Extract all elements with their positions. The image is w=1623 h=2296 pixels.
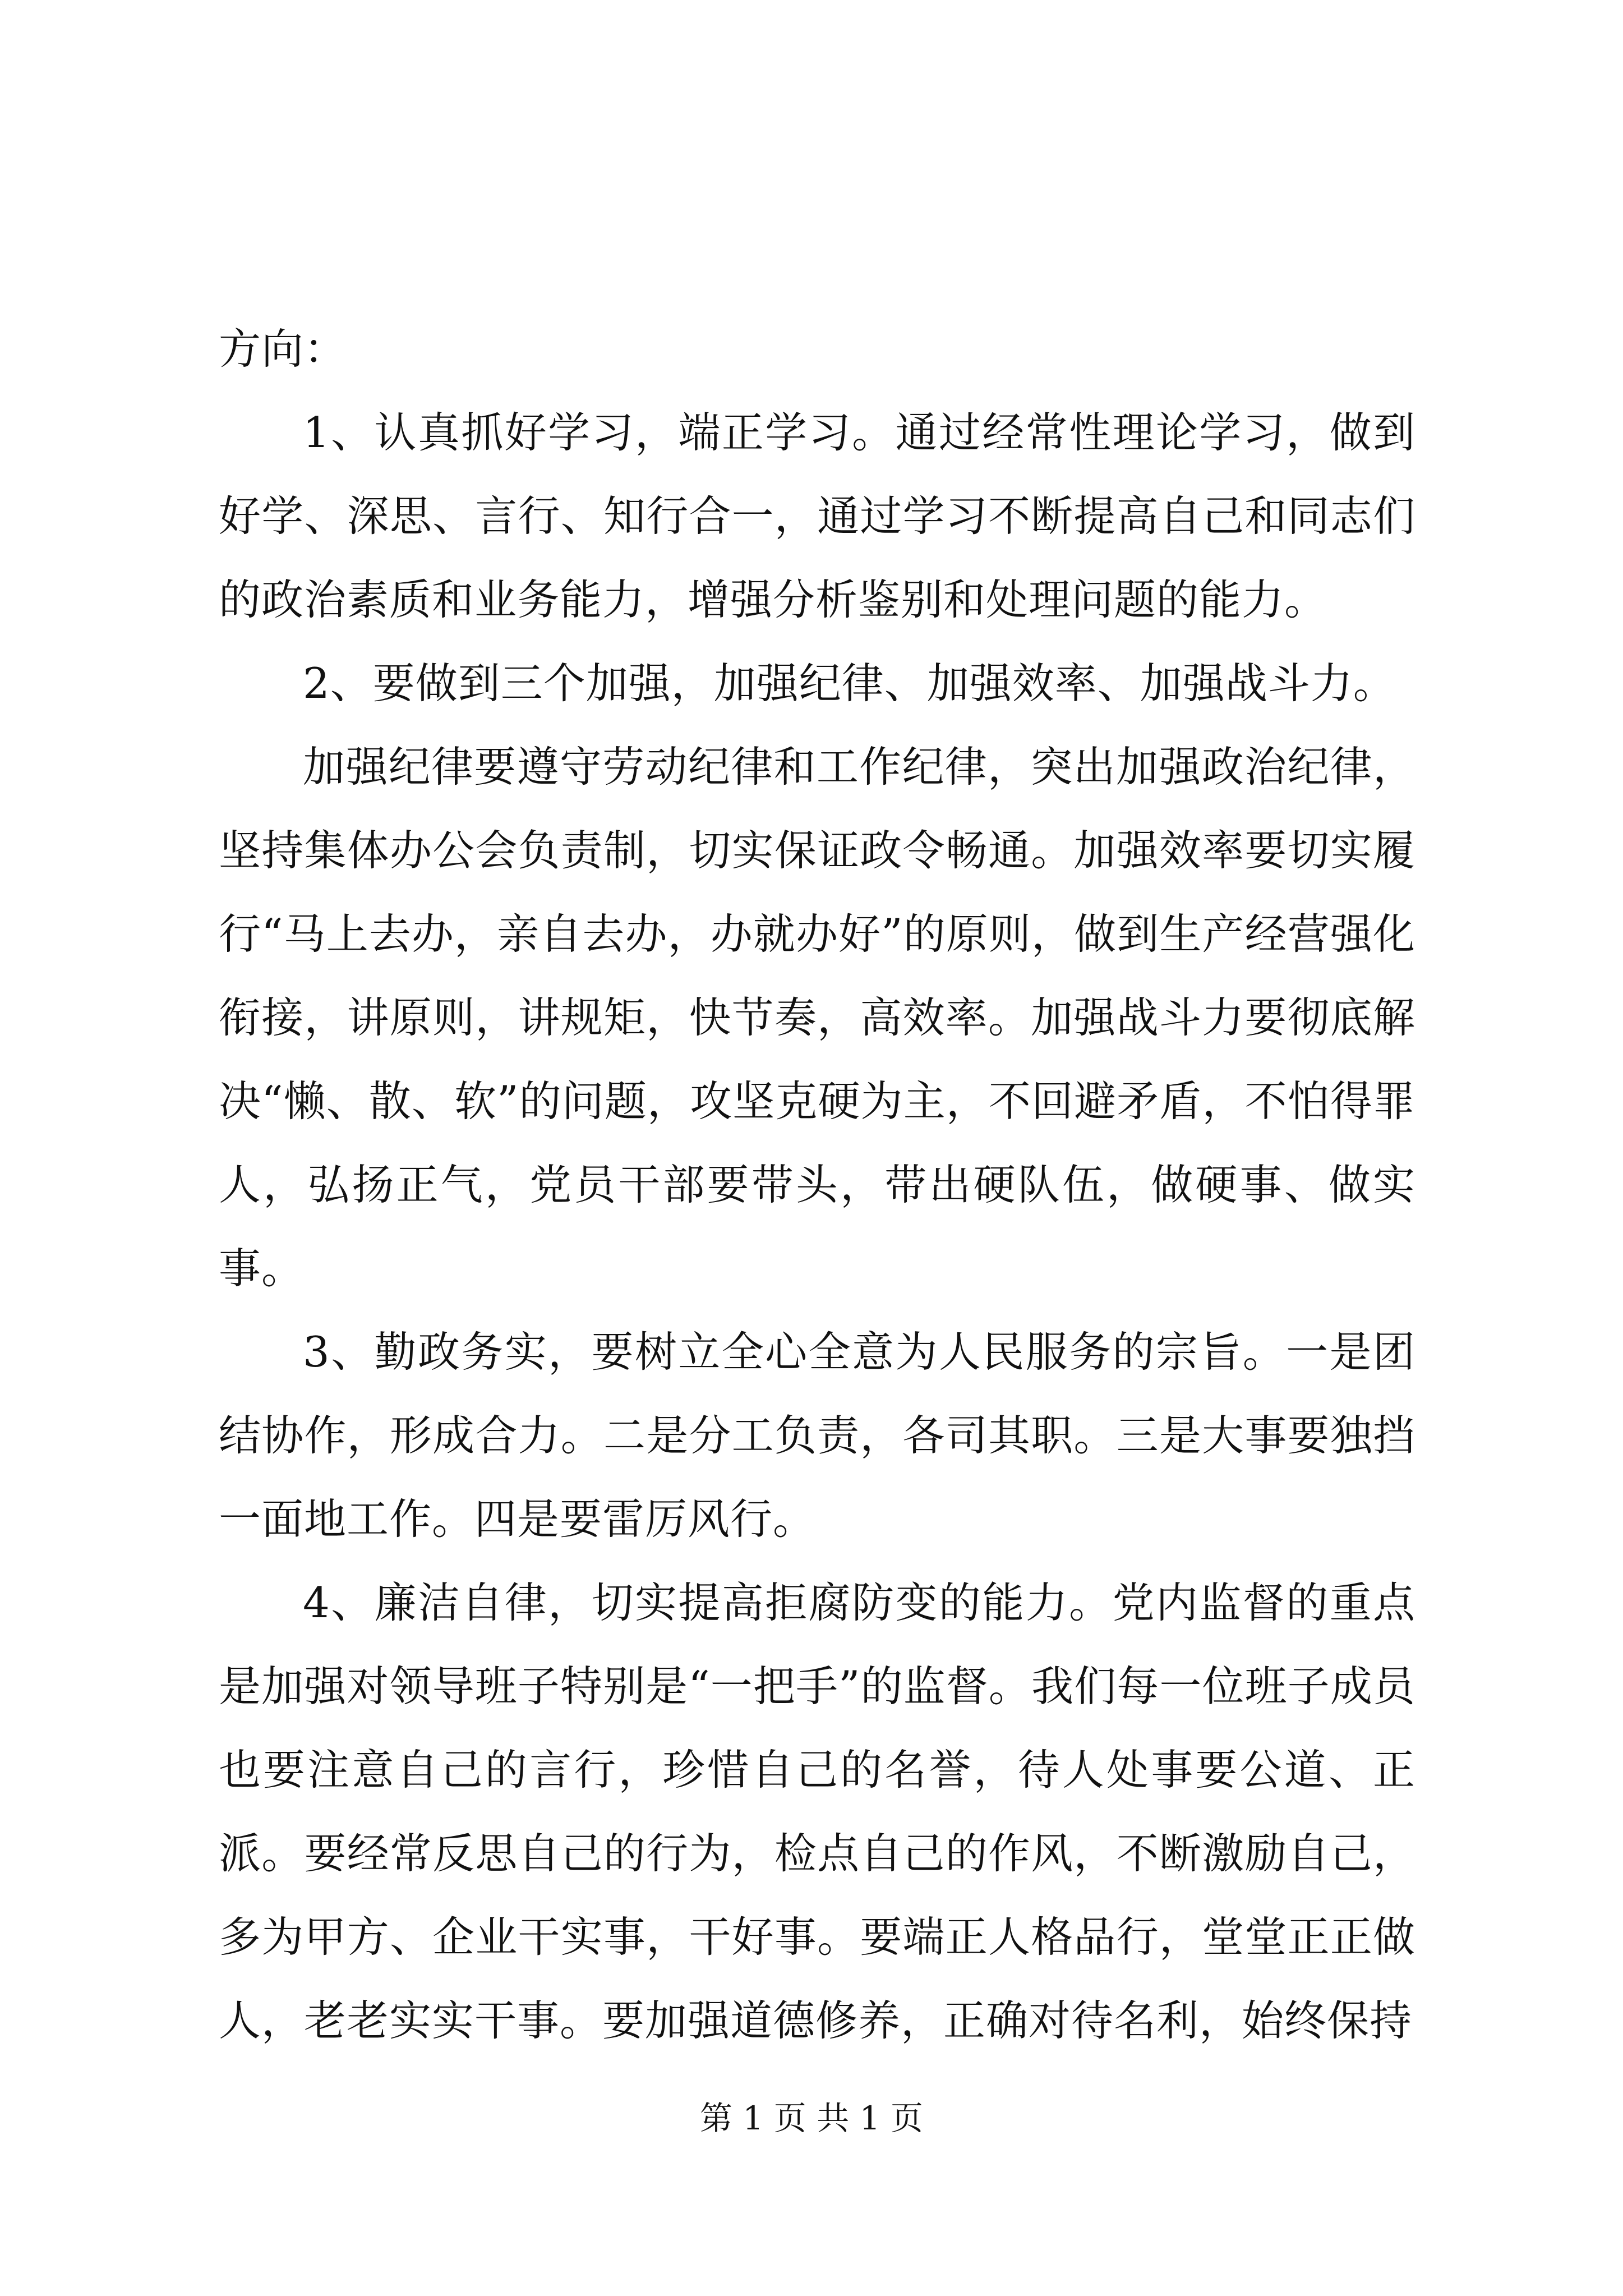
paragraph-item-4: 4、廉洁自律，切实提高拒腐防变的能力。党内监督的重点是加强对领导班子特别是“一把手”的监督。我们每一位班子成员也要注意自己的言行，珍惜自己的名誉，待人处事要公道、正派。要经常反思自己的行为，检点自己的作风，不断激励自己，多为甲方、企业干实事，干好事。要端正人格品行，堂堂正正做人，老老实实干事。要加强道德修养，正确对待名利，始终保持 (219, 1578, 1415, 2045)
document-body (219, 307, 1415, 2063)
paragraph-item-1: 1、认真抓好学习，端正学习。通过经常性理论学习，做到好学、深思、言行、知行合一，通过学习不断提高自己和同志们的政治素质和业务能力，增强分析鉴别和处理问题的能力。 (219, 408, 1415, 624)
paragraph-discipline: 加强纪律要遵守劳动纪律和工作纪律，突出加强政治纪律，坚持集体办公会负责制，切实保证政令畅通。加强效率要切实履行“马上去办，亲自去办，办就办好”的原则，做到生产经营强化衔接，讲原则，讲规矩，快节奏，高效率。加强战斗力要彻底解决“懒、散、软”的问题，攻坚克硬为主，不回避矛盾，不怕得罪人，弘扬正气，党员干部要带头，带出硬队伍，做硬事、做实事。 (219, 742, 1415, 1293)
page-footer: 第 1 页 共 1 页 (700, 2099, 923, 2137)
paragraph-heading: 方向： (219, 324, 347, 374)
paragraph-item-2: 2、要做到三个加强，加强纪律、加强效率、加强战斗力。 (303, 659, 1396, 708)
paragraph-item-3: 3、勤政务实，要树立全心全意为人民服务的宗旨。一是团结协作，形成合力。二是分工负责，各司其职。三是大事要独挡一面地工作。四是要雷厉风行。 (219, 1327, 1415, 1544)
